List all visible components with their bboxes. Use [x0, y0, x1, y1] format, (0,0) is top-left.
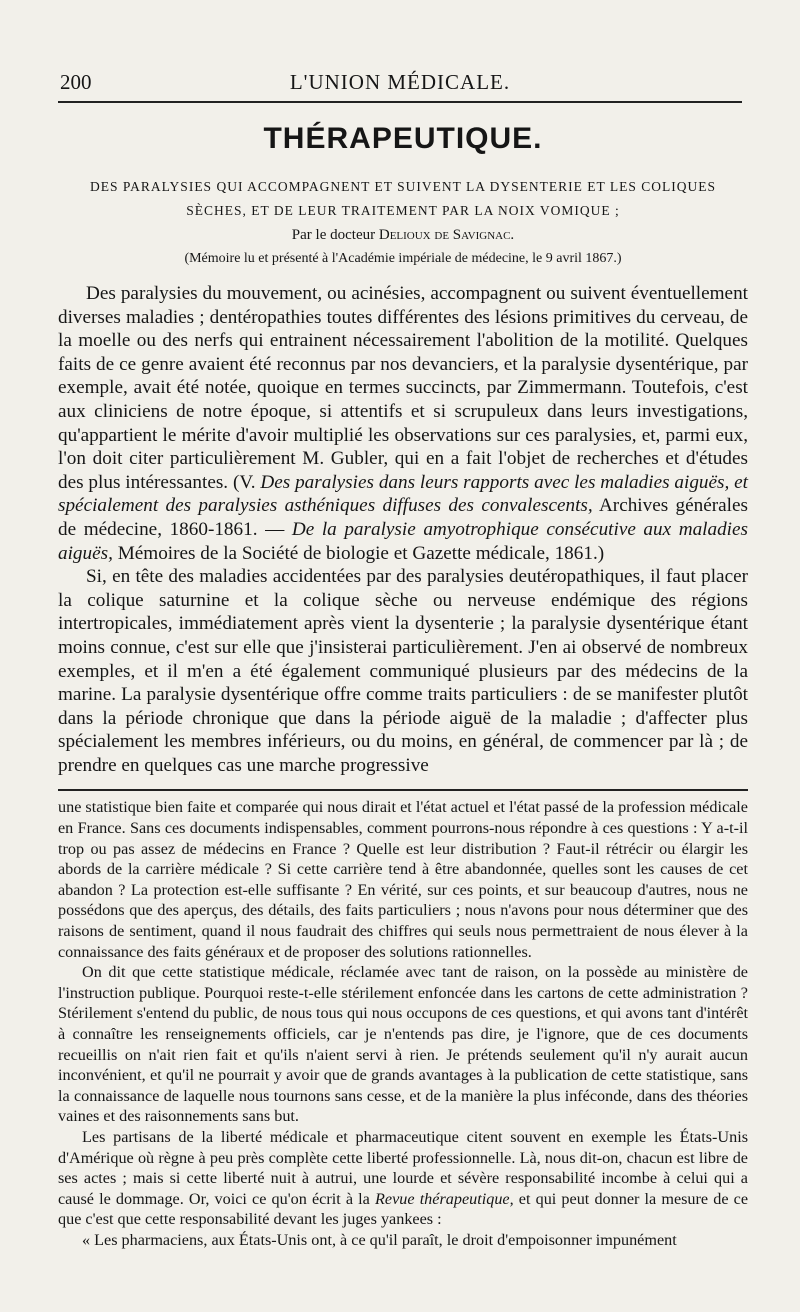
article-title-line-1: DES PARALYSIES QUI ACCOMPAGNENT ET SUIVENT LA DYSENTERIE ET LES COLIQUES: [90, 179, 716, 194]
citation-title-1: Des paralysies dans leurs rapports avec les maladies aiguës, et spécialement des paralysies asthéniques diffuses des convalescents,: [58, 471, 748, 517]
page-number: 200: [60, 70, 92, 94]
journal-name: Revue thérapeutique,: [375, 1189, 514, 1208]
author-name: Delioux de Savignac.: [378, 227, 515, 243]
paragraph-1-text-b: Archives générales de médecine, 1860-1861. —: [58, 495, 748, 540]
feuilleton-rule: [58, 789, 748, 791]
page-content: [58, 120, 748, 1251]
header-rule: [58, 101, 742, 103]
article-paragraph-1: [58, 282, 748, 565]
citation-title-2: De la paralysie amyotrophique consécutive aux maladies aiguës,: [58, 518, 749, 564]
presentation-note: (Mémoire lu et présenté à l'Académie impériale de médecine, le 9 avril 1867.): [184, 251, 622, 266]
paragraph-1-text-a: Des paralysies du mouvement, ou acinésies, accompagnent ou suivent éventuellement diverses maladies ; dentéropathies toutes différentes des lésions primitives du cerveau, de la moelle ou des nerfs qui entrainent nécessairement l'abolition de la motilité. Quelques faits de ce genre avaient été reconnus par nos devanciers, et la paralysie dysentérique, par exemple, avait été notée, quoique en termes succincts, par Zimmermann. Toutefois, c'est aux cliniciens de notre époque, si attentifs et si scrupuleux dans leurs investigations, qu'appartient le mérite d'avoir multiplié les observations sur ces paralysies, et, parmi eux, l'on doit citer particulièrement M. Gubler, qui en a fait l'objet de recherches et d'études des plus intéressantes. (V.: [58, 283, 748, 493]
article-paragraph-2: Si, en tête des maladies accidentées par des paralysies deutéropathiques, il faut placer la colique saturnine et la colique sèche ou nerveuse endémique des régions intertropicales, immédiatement après vient la dysenterie ; la paralysie dysentérique étant moins connue, c'est sur elle que j'insisterai particulièrement. J'en ai observé de nombreux exemples, et il m'en a été également communiqué plusieurs par des médecins de la marine. La paralysie dysentérique offre comme traits particuliers : de se manifester plutôt dans la période chronique que dans la période aiguë de la maladie ; d'affecter plus spécialement les membres inférieurs, ou du moins, en général, de commencer par là ; de prendre en quelques cas une marche progressive: [58, 566, 748, 776]
feuilleton-paragraph-3-text-a: Les partisans de la liberté médicale et pharmaceutique citent souvent en exemple les États-Unis d'Amérique où règne à peu près complète cette liberté professionnelle. Là, nous dit-on, chacun est libre de ses actes ; mais si cette liberté nuit à autrui, une lourde et sévère responsabilité incombe à celui qui a causé le dommage. Or, voici ce qu'on écrit à la: [58, 1127, 748, 1208]
feuilleton-paragraph-1: une statistique bien faite et comparée qui nous dirait et l'état actuel et l'état passé de la profession médicale en France. Sans ces documents indispensables, comment pourrons-nous répondre à ces questions : Y a-t-il trop ou pas assez de médecins en France ? Quelle est leur distribution ? Faut-il rétrécir ou élargir les abords de la carrière médicale ? Si cette carrière tend à être abandonnée, quelles sont les causes de cet abandon ? La protection est-elle suffisante ? En vérité, sur ces points, et sur beaucoup d'autres, nous ne possédons que des aperçus, des détails, des faits particuliers ; nous n'avons pour nous déterminer que des raisons de sentiment, quand il nous faudrait des chiffres qui seuls nous permettraient de nous élever à la connaissance des faits généraux et de proposer des solutions rationnelles.: [58, 798, 748, 961]
feuilleton-paragraph-4: « Les pharmaciens, aux États-Unis ont, à ce qu'il paraît, le droit d'empoisonner impunément: [82, 1230, 677, 1249]
byline-prefix: Par le docteur: [291, 227, 376, 243]
section-title: THÉRAPEUTIQUE.: [263, 122, 543, 155]
feuilleton-paragraph-3-text-b: et qui peut donner la mesure de ce que c'est que cette responsabilité devant les juges yankees :: [58, 1189, 749, 1229]
feuilleton-paragraph-3: [58, 1127, 748, 1230]
feuilleton-paragraph-2: On dit que cette statistique médicale, réclamée avec tant de raison, on la possède au ministère de l'instruction publique. Pourquoi reste-t-elle stérilement enfoncée dans les cartons de cette administration ? Stérilement s'entend du public, de nous tous qui nous occupons de ces questions, et qui avons tant d'intérêt à connaître les renseignements officiels, car je n'entends pas dire, je l'ignore, que de ces documents recueillis on n'ait rien fait et qu'ils n'aient servi à rien. Je prétends seulement qu'il n'y aurait aucun inconvénient, et qu'il ne pourrait y avoir que de grands avantages à la publication de cette statistique, sans la connaissance de laquelle nous tournons sans cesse, et de la manière la plus inféconde, dans des théories vaines et des raisonnements sans but.: [58, 963, 748, 1126]
running-head: L'UNION MÉDICALE.: [289, 70, 511, 94]
byline: [58, 224, 748, 246]
page-header: [58, 70, 742, 104]
paragraph-1-text-c: Mémoires de la Société de biologie et Gazette médicale, 1861.): [117, 542, 605, 564]
article-title-line-2: SÈCHES, ET DE LEUR TRAITEMENT PAR LA NOIX VOMIQUE ;: [186, 203, 620, 218]
